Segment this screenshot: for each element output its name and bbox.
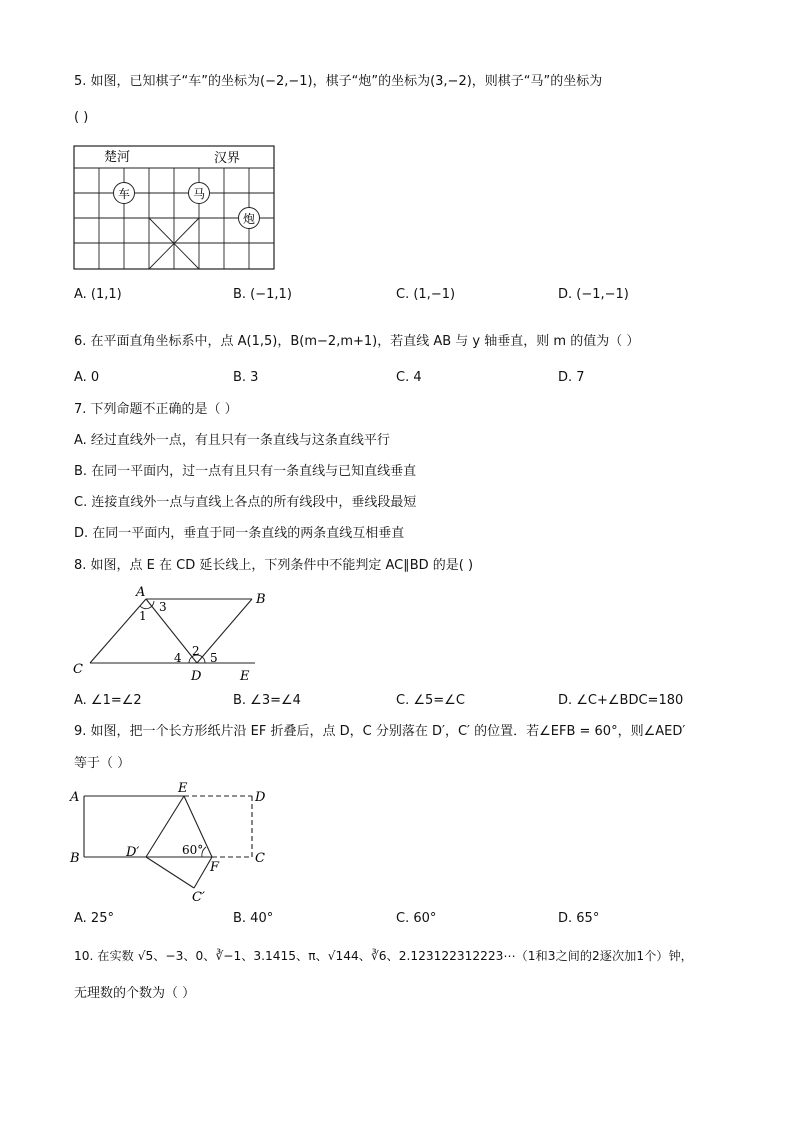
river-label-right: 汉界 [214, 151, 241, 166]
q9-option-c: C. 60° [396, 911, 437, 926]
q8-option-d: D. ∠C+∠BDC=180 [558, 693, 684, 708]
chess-piece-che [114, 183, 135, 204]
label-angle-5: 5 [210, 651, 218, 665]
chess-piece-pao [239, 208, 260, 229]
label-C: C [73, 662, 83, 677]
chess-piece-ma [189, 183, 210, 204]
q7-statement-c: C. 连接直线外一点与直线上各点的所有线段中，垂线段最短 [74, 495, 417, 510]
label-C-prime: C′ [192, 890, 205, 905]
q5-chess-board-figure [70, 143, 278, 271]
q9-option-b: B. 40° [233, 911, 274, 926]
edge-Dprime-Cprime [146, 857, 194, 888]
label-angle-2: 2 [192, 644, 200, 658]
angle-arc-A [140, 601, 154, 609]
line-AC [90, 599, 146, 663]
label-E: E [178, 781, 188, 796]
label-C: C [255, 851, 265, 866]
svg-text:马: 马 [192, 187, 206, 201]
q5-option-b: B. (−1,1) [233, 287, 292, 302]
q6-option-c: C. 4 [396, 370, 422, 385]
q5-option-a: A. (1,1) [74, 287, 122, 302]
q9-option-d: D. 65° [558, 911, 600, 926]
label-B: B [70, 851, 80, 866]
q5-answer-paren: ( ) [74, 110, 89, 125]
line-BD [197, 599, 252, 663]
label-A: A [70, 790, 80, 805]
q8-option-b: B. ∠3=∠4 [233, 693, 301, 708]
label-A: A [136, 585, 146, 600]
label-D-prime: D′ [126, 845, 140, 860]
q5-option-d: D. (−1,−1) [558, 287, 629, 302]
label-angle-60: 60° [182, 843, 204, 857]
q8-option-a: A. ∠1=∠2 [74, 693, 142, 708]
q8-parallel-lines-figure [70, 584, 280, 684]
q7-statement-b: B. 在同一平面内，过一点有且只有一条直线与已知直线垂直 [74, 464, 417, 479]
q9-option-a: A. 25° [74, 911, 114, 926]
label-angle-1: 1 [139, 609, 147, 623]
q7-statement-d: D. 在同一平面内，垂直于同一条直线的两条直线互相垂直 [74, 526, 405, 541]
label-D: D [255, 790, 266, 805]
line-AD [146, 599, 197, 663]
label-B: B [256, 592, 266, 607]
q5-option-c: C. (1,−1) [396, 287, 456, 302]
q7-statement-a: A. 经过直线外一点，有且只有一条直线与这条直线平行 [74, 433, 390, 448]
edge-ED-prime [146, 796, 184, 857]
label-D: D [191, 669, 202, 684]
svg-text:车: 车 [117, 187, 131, 201]
q10-stem: 10. 在实数 √5、−3、0、∛−1、3.1415、π、√144、∛6、2.123122312223⋯（1和3之间的2逐次加1个）钟， [74, 949, 693, 963]
q6-stem: 6. 在平面直角坐标系中，点 A(1,5)，B(m−2,m+1)，若直线 AB 与 y 轴垂直，则 m 的值为（ ） [74, 334, 640, 349]
q6-option-a: A. 0 [74, 370, 100, 385]
q5-stem: 5. 如图，已知棋子“车”的坐标为(−2,−1)，棋子“炮”的坐标为(3,−2)，则棋子“马”的坐标为 [74, 74, 603, 89]
river-label-left: 楚河 [104, 150, 131, 165]
label-E: E [240, 669, 250, 684]
label-angle-4: 4 [174, 651, 182, 665]
q7-stem: 7. 下列命题不正确的是（ ） [74, 402, 238, 417]
q6-option-b: B. 3 [233, 370, 259, 385]
q9-stem-continued: 等于（ ） [74, 756, 131, 771]
q9-folded-rectangle-figure [66, 781, 280, 905]
q8-stem: 8. 如图，点 E 在 CD 延长线上，下列条件中不能判定 AC∥BD 的是( ) [74, 558, 474, 573]
q9-stem: 9. 如图，把一个长方形纸片沿 EF 折叠后，点 D，C 分别落在 D′，C′ 的位置．若∠EFB = 60°，则∠AED′ [74, 724, 686, 739]
q10-stem-continued: 无理数的个数为（ ） [74, 986, 196, 1001]
label-angle-3: 3 [159, 600, 167, 614]
q8-option-c: C. ∠5=∠C [396, 693, 465, 708]
q6-option-d: D. 7 [558, 370, 585, 385]
svg-text:炮: 炮 [242, 212, 256, 226]
label-F: F [210, 860, 220, 875]
